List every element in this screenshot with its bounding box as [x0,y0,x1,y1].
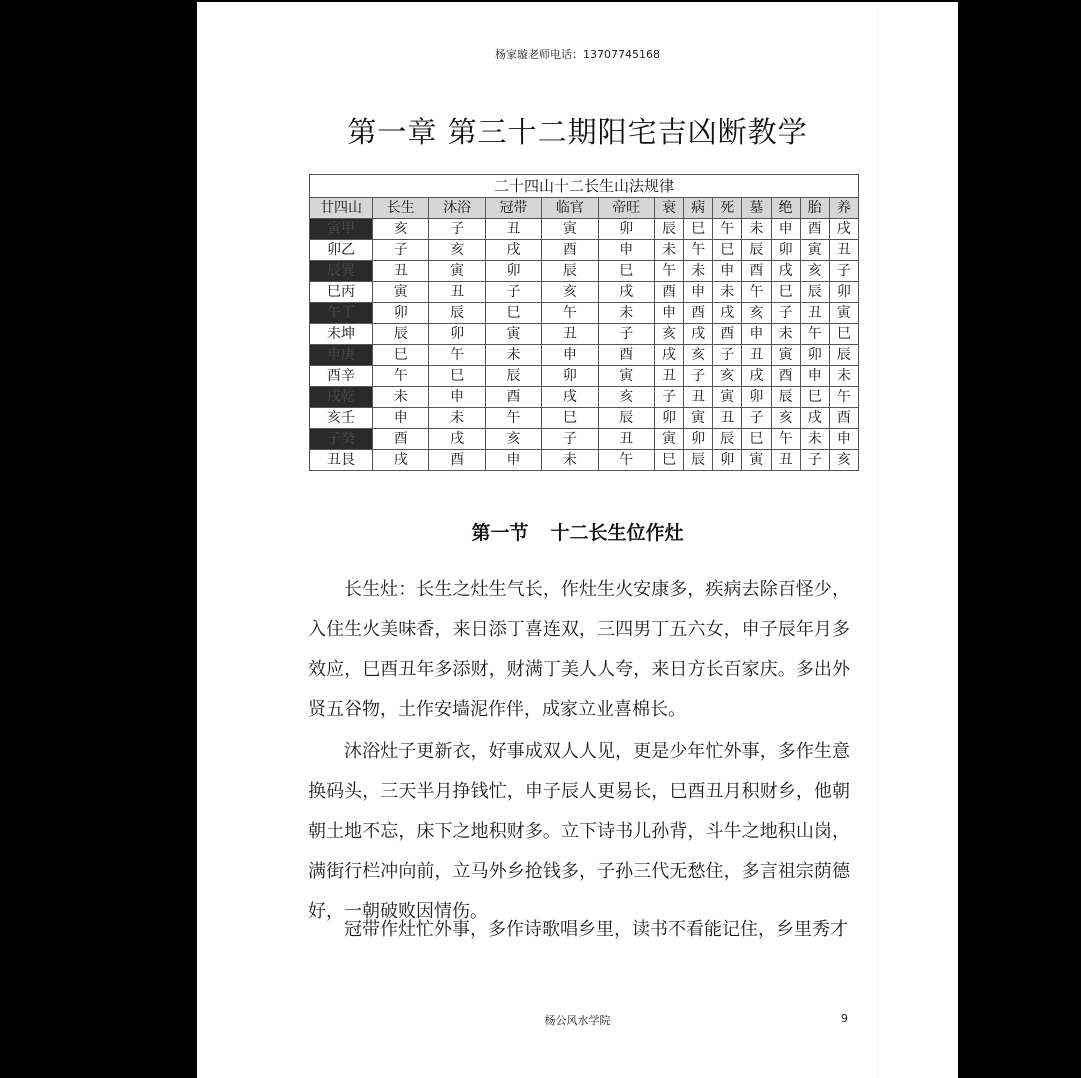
table-cell: 午 [684,240,713,261]
mountain-label: 午丁 [310,303,373,324]
table-cell: 酉 [598,345,654,366]
table-cell: 子 [800,450,829,471]
table-cell: 丑 [598,429,654,450]
table-cell: 丑 [771,450,800,471]
table-cell: 子 [684,366,713,387]
table-cell: 辰 [742,240,771,261]
table-cell: 丑 [684,387,713,408]
table-cell: 亥 [684,345,713,366]
mountain-label: 子癸 [310,429,373,450]
table-cell: 酉 [542,240,598,261]
chapter-title: 第一章 第三十二期阳宅吉凶断教学 [347,115,808,149]
table-cell: 戌 [654,345,683,366]
paragraph-guandai: 冠带作灶忙外事，多作诗歌唱乡里，读书不看能记住，乡里秀才 [344,919,848,940]
table-cell: 丑 [742,345,771,366]
table-cell: 寅 [654,429,683,450]
table-cell: 辰 [829,345,858,366]
table-cell: 丑 [654,366,683,387]
table-cell: 戌 [542,387,598,408]
table-cell: 丑 [800,303,829,324]
table-row [310,240,859,261]
table-cell: 卯 [542,366,598,387]
table-cell: 子 [598,324,654,345]
table-cell: 申 [771,219,800,240]
table-cell: 卯 [373,303,429,324]
table-cell: 亥 [829,450,858,471]
table-cell: 申 [485,450,541,471]
page-header-contact: 杨家璇老师电话：13707745168 [495,48,660,61]
table-cell: 酉 [654,282,683,303]
table-cell: 酉 [771,366,800,387]
table-cell: 午 [800,324,829,345]
table-cell: 辰 [542,261,598,282]
table-cell: 申 [429,387,485,408]
table-cell: 亥 [771,408,800,429]
table-cell: 寅 [598,366,654,387]
table-cell: 未 [829,366,858,387]
table-cell: 辰 [713,429,742,450]
table-cell: 戌 [829,219,858,240]
table-cell: 午 [742,282,771,303]
table-cell: 辰 [654,219,683,240]
table-cell: 子 [742,408,771,429]
column-header: 衰 [654,198,683,219]
table-cell: 酉 [429,450,485,471]
table-cell: 申 [684,282,713,303]
table-cell: 巳 [373,345,429,366]
column-header: 绝 [771,198,800,219]
table-cell: 午 [429,345,485,366]
table-cell: 戌 [713,303,742,324]
table-cell: 酉 [742,261,771,282]
document-page [197,2,958,1078]
mountain-label: 申庚 [310,345,373,366]
table-caption: 二十四山十二长生山法规律 [310,175,859,198]
table-cell: 子 [373,240,429,261]
column-header: 帝旺 [598,198,654,219]
table-cell: 午 [373,366,429,387]
section-heading [197,518,958,545]
table-cell: 亥 [742,303,771,324]
table-row [310,261,859,282]
table-cell: 卯 [485,261,541,282]
table-cell: 子 [485,282,541,303]
table-row [310,303,859,324]
table-cell: 巳 [829,324,858,345]
table-cell: 巳 [542,408,598,429]
table-cell: 寅 [742,450,771,471]
paragraph-changsheng: 长生灶：长生之灶生气长，作灶生火安康多，疾病去除百怪少，入住生火美味香，来日添丁喜连双，三四男丁五六女，申子辰年月多效应，巳酉丑年多添财，财满丁美人人夸，来日方长百家庆。多出外贤五谷物，土作安墙泥作伴，成家立业喜棉长。 [308,579,850,720]
table-cell: 亥 [542,282,598,303]
table-cell: 未 [742,219,771,240]
paragraph-muyu: 沐浴灶子更新衣，好事成双人人见，更是少年忙外事，多作生意换码头，三天半月挣钱忙，申子辰人更易长，巳酉丑月积财乡，他朝朝土地不忘，床下之地积财多。立下诗书儿孙背，斗牛之地积山岗，满街行栏冲向前，立马外乡抢钱多，子孙三代无愁住，多言祖宗荫德好，一朝破败因情伤。 [308,741,850,922]
table-cell: 寅 [713,387,742,408]
table-cell: 戌 [771,261,800,282]
mountain-label: 巳丙 [310,282,373,303]
table-cell: 子 [771,303,800,324]
mountain-label: 丑艮 [310,450,373,471]
table-cell: 寅 [542,219,598,240]
table-cell: 子 [713,345,742,366]
table-cell: 酉 [485,387,541,408]
table-cell: 申 [829,429,858,450]
table-row [310,366,859,387]
table-cell: 巳 [771,282,800,303]
table-row [310,450,859,471]
table-cell: 亥 [485,429,541,450]
column-header: 病 [684,198,713,219]
table-cell: 亥 [373,219,429,240]
table-cell: 卯 [742,387,771,408]
table-cell: 辰 [800,282,829,303]
table-cell: 戌 [800,408,829,429]
mountain-label: 戌乾 [310,387,373,408]
table-cell: 巳 [598,261,654,282]
table-cell: 午 [598,450,654,471]
table-cell: 丑 [429,282,485,303]
table-row [310,219,859,240]
table-cell: 亥 [713,366,742,387]
column-header: 长生 [373,198,429,219]
table-row [310,324,859,345]
table-header-row [310,198,859,219]
table-cell: 巳 [429,366,485,387]
table-cell: 巳 [485,303,541,324]
column-header: 临官 [542,198,598,219]
table-cell: 戌 [373,450,429,471]
table-row [310,408,859,429]
table-cell: 酉 [829,408,858,429]
table-cell: 卯 [713,450,742,471]
table-cell: 卯 [429,324,485,345]
table-cell: 午 [829,387,858,408]
table-cell: 酉 [800,219,829,240]
table-cell: 子 [429,219,485,240]
twelve-stages-table [309,174,859,471]
column-header: 死 [713,198,742,219]
table-row [310,387,859,408]
table-cell: 戌 [684,324,713,345]
table-cell: 戌 [742,366,771,387]
table-cell: 卯 [598,219,654,240]
table-cell: 寅 [684,408,713,429]
table-row [310,429,859,450]
page-footer-publisher: 杨公风水学院 [544,1014,611,1027]
mountain-label: 卯乙 [310,240,373,261]
table-cell: 申 [542,345,598,366]
table-cell: 未 [771,324,800,345]
section-title-text: 十二长生位作灶 [550,522,684,544]
column-header: 养 [829,198,858,219]
mountain-label: 辰巽 [310,261,373,282]
table-cell: 戌 [598,282,654,303]
mountain-label: 亥壬 [310,408,373,429]
section-number: 第一节 [471,522,529,544]
mountain-label: 酉辛 [310,366,373,387]
table-cell: 巳 [713,240,742,261]
table-cell: 申 [742,324,771,345]
table-cell: 申 [800,366,829,387]
table-cell: 午 [654,261,683,282]
table-cell: 辰 [771,387,800,408]
table-caption-row [310,175,859,198]
table-cell: 酉 [713,324,742,345]
column-header: 墓 [742,198,771,219]
table-cell: 子 [654,387,683,408]
table-cell: 丑 [485,219,541,240]
table-cell: 戌 [485,240,541,261]
table-cell: 申 [373,408,429,429]
table-cell: 辰 [598,408,654,429]
table-cell: 寅 [800,240,829,261]
table-cell: 卯 [771,240,800,261]
table-cell: 亥 [800,261,829,282]
column-header: 廿四山 [310,198,373,219]
table-cell: 子 [829,261,858,282]
table-cell: 亥 [429,240,485,261]
mountain-label: 寅甲 [310,219,373,240]
table-cell: 卯 [654,408,683,429]
page-number: 9 [841,1012,848,1025]
table-cell: 申 [713,261,742,282]
table-cell: 午 [771,429,800,450]
table-cell: 寅 [829,303,858,324]
table-cell: 酉 [684,303,713,324]
table-cell: 酉 [373,429,429,450]
column-header: 沐浴 [429,198,485,219]
table-cell: 未 [800,429,829,450]
table-cell: 辰 [684,450,713,471]
table-cell: 卯 [800,345,829,366]
table-cell: 戌 [429,429,485,450]
table-cell: 午 [542,303,598,324]
table-cell: 申 [598,240,654,261]
table-cell: 寅 [771,345,800,366]
table-cell: 丑 [542,324,598,345]
table-cell: 未 [654,240,683,261]
table-cell: 寅 [485,324,541,345]
table-cell: 未 [684,261,713,282]
table-cell: 寅 [429,261,485,282]
mountain-label: 未坤 [310,324,373,345]
table-cell: 未 [485,345,541,366]
table-cell: 寅 [373,282,429,303]
table-cell: 丑 [829,240,858,261]
table-cell: 亥 [654,324,683,345]
table-cell: 辰 [485,366,541,387]
table-cell: 巳 [654,450,683,471]
table-cell: 申 [654,303,683,324]
table-cell: 未 [542,450,598,471]
table-cell: 亥 [598,387,654,408]
table-cell: 卯 [829,282,858,303]
table-cell: 未 [598,303,654,324]
table-cell: 未 [429,408,485,429]
column-header: 胎 [800,198,829,219]
table-cell: 辰 [373,324,429,345]
table-cell: 巳 [684,219,713,240]
table-cell: 巳 [742,429,771,450]
table-cell: 未 [713,282,742,303]
table-cell: 卯 [684,429,713,450]
table-cell: 子 [542,429,598,450]
table-cell: 巳 [800,387,829,408]
table-cell: 未 [373,387,429,408]
table-row [310,282,859,303]
table-cell: 午 [485,408,541,429]
table-cell: 丑 [713,408,742,429]
table-cell: 辰 [429,303,485,324]
column-header: 冠带 [485,198,541,219]
table-row [310,345,859,366]
table-cell: 丑 [373,261,429,282]
table-cell: 午 [713,219,742,240]
